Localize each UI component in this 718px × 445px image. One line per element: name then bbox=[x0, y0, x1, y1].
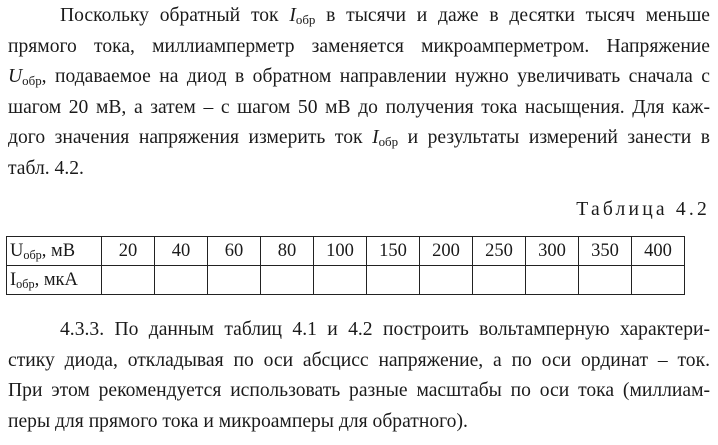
paragraph-section-4-3-3 bbox=[8, 315, 710, 437]
current-cell bbox=[102, 266, 155, 295]
voltage-cell: 200 bbox=[420, 237, 473, 266]
paragraph1-line-6: табл. 4.2. bbox=[8, 157, 84, 179]
current-cell bbox=[526, 266, 579, 295]
current-cell bbox=[155, 266, 208, 295]
voltage-cell: 350 bbox=[579, 237, 632, 266]
voltage-cell: 80 bbox=[261, 237, 314, 266]
voltage-cell: 40 bbox=[155, 237, 208, 266]
voltage-cell: 60 bbox=[208, 237, 261, 266]
voltage-cell: 250 bbox=[473, 237, 526, 266]
voltage-cell: 100 bbox=[314, 237, 367, 266]
paragraph2-line-3: При этом рекомендуется использовать разные масштабы по оси тока (миллиам- bbox=[8, 380, 710, 401]
paragraph-reverse-current bbox=[8, 1, 710, 184]
current-cell bbox=[261, 266, 314, 295]
current-cell bbox=[208, 266, 261, 295]
current-cell bbox=[473, 266, 526, 295]
voltage-cell: 400 bbox=[632, 237, 685, 266]
table-row-current bbox=[7, 266, 685, 295]
paragraph1-line-4: шагом 20 мВ, а затем – с шагом 50 мВ до получения тока насыщения. Для каж- bbox=[8, 96, 710, 118]
voltage-cell: 300 bbox=[526, 237, 579, 266]
current-cell bbox=[314, 266, 367, 295]
voltage-cell: 20 bbox=[102, 237, 155, 266]
table-row-voltage bbox=[7, 237, 685, 266]
paragraph2-line-4: перы для прямого тока и микроамперы для обратного). bbox=[8, 410, 468, 432]
row-label-current: $I_{обр}$, мкА bbox=[7, 266, 102, 295]
paragraph1-line-3: $U_{обр}$, подаваемое на диод в обратном направлении нужно увеличивать сначала с bbox=[8, 66, 710, 88]
current-cell bbox=[632, 266, 685, 295]
paragraph1-line-2: прямого тока, миллиамперметр заменяется микроамперметром. Напряжение bbox=[8, 35, 710, 57]
paragraph1-line-5: дого значения напряжения измерить ток $I_{обр}$ и результаты измерений занести в bbox=[8, 127, 711, 149]
current-cell bbox=[367, 266, 420, 295]
paragraph1-line-1: Поскольку обратный ток $I_{обр}$ в тысячи и даже в десятки тысяч меньше bbox=[60, 5, 710, 27]
paragraph2-line-1: 4.3.3. По данным таблиц 4.1 и 4.2 построить вольтамперную характери- bbox=[60, 319, 710, 340]
current-cell bbox=[420, 266, 473, 295]
paragraph2-line-2: стику диода, откладывая по оси абсцисс напряжение, а по оси ординат – ток. bbox=[8, 349, 710, 371]
current-cell bbox=[579, 266, 632, 295]
table-caption: Таблица 4.2 bbox=[576, 199, 710, 220]
voltage-cell: 150 bbox=[367, 237, 420, 266]
row-label-voltage: $U_{обр}$, мВ bbox=[7, 237, 102, 266]
measurement-table bbox=[6, 236, 685, 295]
